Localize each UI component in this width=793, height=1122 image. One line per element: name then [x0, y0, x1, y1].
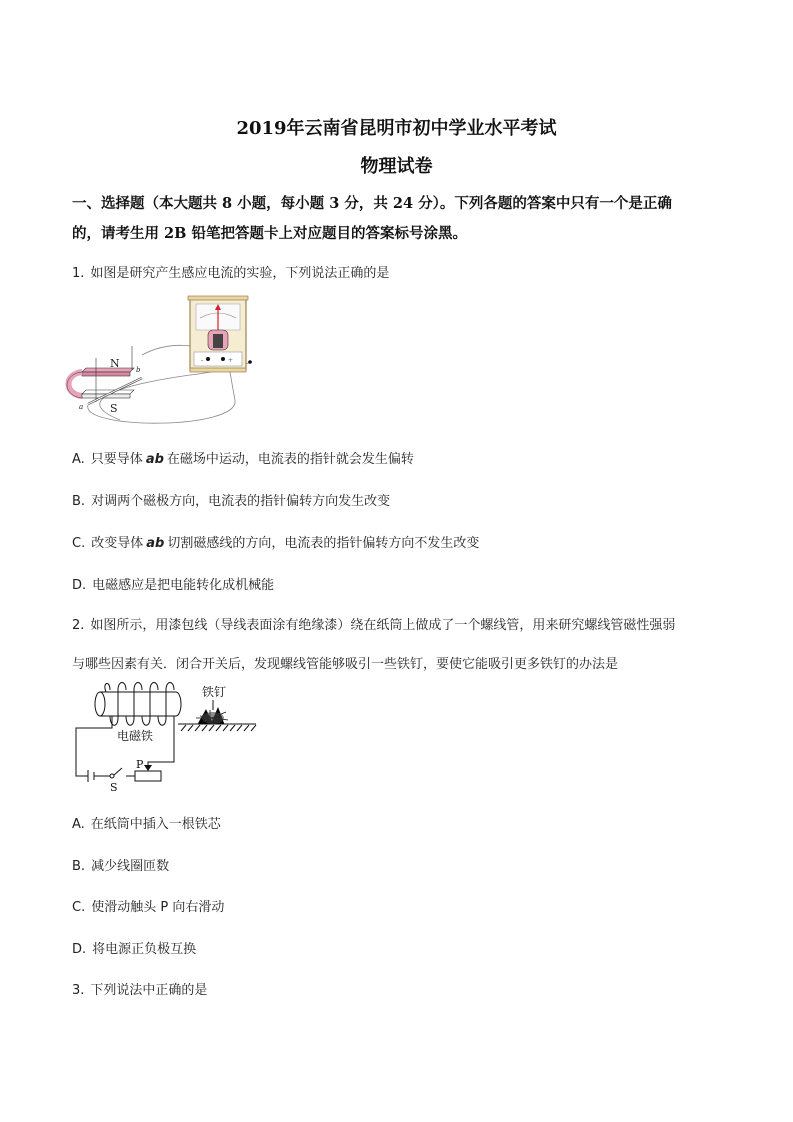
exam-title: 2019年云南省昆明市初中学业水平考试: [236, 118, 557, 139]
q2-option-c[interactable]: [72, 896, 224, 915]
option-text: 只要导体: [90, 452, 143, 467]
option-label: C.: [72, 536, 86, 551]
question-text: 如图是研究产生感应电流的实验，下列说法正确的是: [90, 266, 390, 281]
electromagnet-label: 电磁铁: [117, 729, 154, 743]
plus-terminal-label: +: [228, 357, 234, 364]
induction-experiment-figure: [60, 290, 340, 425]
question-number: 3.: [72, 983, 85, 998]
option-label: A.: [72, 452, 85, 467]
conductor-end-b-label: b: [136, 366, 141, 374]
option-label: D.: [72, 942, 87, 957]
q2-option-d[interactable]: [72, 938, 196, 957]
option-text: 切割磁感线的方向，电流表的指针偏转方向不发生改变: [167, 536, 480, 551]
option-text: 电磁感应是把电能转化成机械能: [92, 578, 275, 593]
north-pole-label: N: [110, 357, 120, 370]
question-2-stem-line2: 与哪些因素有关．闭合开关后，发现螺线管能够吸引一些铁钉，要使它能吸引更多铁钉的办法是: [72, 657, 619, 672]
option-label: B.: [72, 859, 86, 874]
question-text: 如图所示，用漆包线（导线表面涂有绝缘漆）绕在纸筒上做成了一个螺线管，用来研究螺线管磁性强弱: [90, 618, 676, 633]
slider-p-label: P: [136, 758, 144, 771]
iron-nails-pile-icon: [196, 708, 228, 724]
question-number: 2.: [72, 618, 85, 633]
conductor-end-a-label: a: [79, 403, 84, 411]
q2-option-a[interactable]: [72, 813, 221, 832]
section-instructions-line2: 的，请考生用 2B 铅笔把答题卡上对应题目的答案标号涂黑。: [72, 225, 467, 242]
option-label: D.: [72, 578, 87, 593]
option-label: A.: [72, 817, 85, 832]
q2-option-b[interactable]: [72, 855, 169, 874]
section-instructions-line1: 一、选择题（本大题共 8 小题，每小题 3 分，共 24 分）。下列各题的答案中只有一个是正确: [72, 195, 672, 212]
option-italic-term: ab: [146, 536, 165, 551]
switch-s-label: S: [110, 781, 118, 794]
q1-option-d[interactable]: [72, 574, 274, 593]
option-label: B.: [72, 494, 86, 509]
exam-subtitle: 物理试卷: [360, 156, 433, 177]
galvanometer-icon: [188, 296, 252, 372]
question-2-stem-line1: [72, 614, 675, 633]
question-1-stem: [72, 262, 389, 281]
electromagnet-circuit-figure: [60, 678, 270, 798]
question-text: 下列说法中正确的是: [90, 983, 208, 998]
option-text: 将电源正负极互换: [92, 942, 197, 957]
option-label: C.: [72, 900, 86, 915]
option-text: 在磁场中运动，电流表的指针就会发生偏转: [166, 452, 414, 467]
iron-nails-label: 铁钉: [202, 685, 227, 699]
option-italic-term: ab: [145, 452, 164, 467]
option-text: 使滑动触头 P 向右滑动: [91, 900, 225, 915]
option-text: 改变导体: [91, 536, 144, 551]
question-3-stem: [72, 979, 207, 998]
q1-option-a[interactable]: [72, 448, 414, 467]
horseshoe-magnet-icon: [67, 346, 142, 404]
option-text: 减少线圈匝数: [91, 859, 170, 874]
q1-option-c[interactable]: [72, 532, 479, 551]
q1-option-b[interactable]: [72, 490, 390, 509]
minus-terminal-label: -: [201, 357, 204, 364]
option-text: 对调两个磁极方向，电流表的指针偏转方向发生改变: [91, 494, 391, 509]
question-number: 1.: [72, 266, 85, 281]
option-text: 在纸筒中插入一根铁芯: [90, 817, 221, 832]
south-pole-label: S: [110, 402, 118, 415]
